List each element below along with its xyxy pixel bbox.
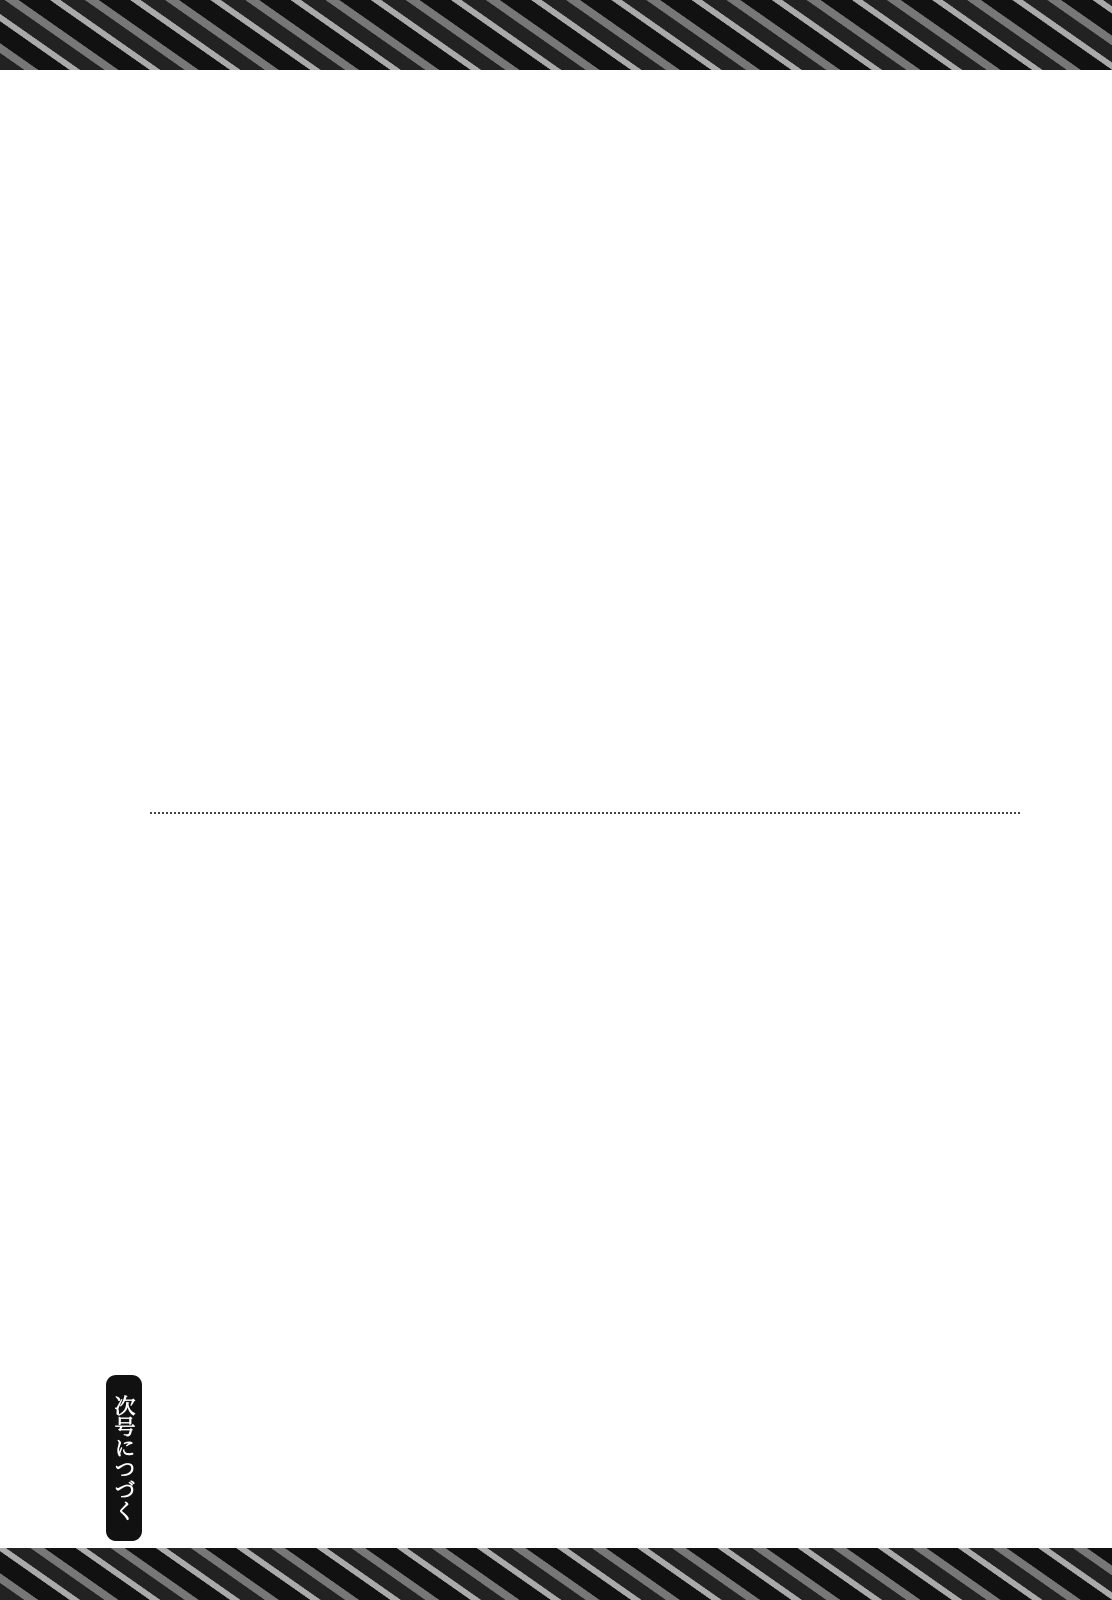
text-column <box>805 70 848 790</box>
text-block-upper <box>150 70 1020 790</box>
text-column <box>504 830 547 1470</box>
text-column <box>332 830 375 1470</box>
text-column <box>504 70 547 790</box>
text-column <box>590 830 633 1470</box>
text-column <box>590 70 633 790</box>
text-column <box>719 70 762 790</box>
text-column <box>547 830 590 1470</box>
decorative-top-border <box>0 0 1112 70</box>
text-column <box>633 70 676 790</box>
text-column <box>848 70 891 790</box>
text-column <box>934 830 977 1470</box>
text-column <box>375 70 418 790</box>
text-column <box>246 70 289 790</box>
text-column <box>719 830 762 1470</box>
text-column <box>160 830 203 1470</box>
text-column <box>891 830 934 1470</box>
text-column <box>676 70 719 790</box>
text-column <box>977 830 1020 1470</box>
text-column <box>289 70 332 790</box>
text-column <box>203 70 246 790</box>
text-column <box>891 70 934 790</box>
dotted-divider <box>150 812 1020 814</box>
text-column <box>934 70 977 790</box>
text-column <box>160 70 203 790</box>
decorative-bottom-border <box>0 1548 1112 1600</box>
text-column <box>418 830 461 1470</box>
text-column <box>547 70 590 790</box>
text-column <box>246 830 289 1470</box>
text-block-lower <box>150 830 1020 1470</box>
text-column <box>461 70 504 790</box>
text-column <box>848 830 891 1470</box>
text-column <box>762 830 805 1470</box>
text-column <box>762 70 805 790</box>
text-column <box>676 830 719 1470</box>
continued-next-issue-badge: 次号につづく <box>106 1375 142 1541</box>
text-column <box>633 830 676 1470</box>
text-column <box>289 830 332 1470</box>
text-column <box>375 830 418 1470</box>
text-column <box>805 830 848 1470</box>
text-column <box>418 70 461 790</box>
text-column <box>977 70 1020 790</box>
text-column <box>203 830 246 1470</box>
text-column <box>461 830 504 1470</box>
text-column <box>332 70 375 790</box>
